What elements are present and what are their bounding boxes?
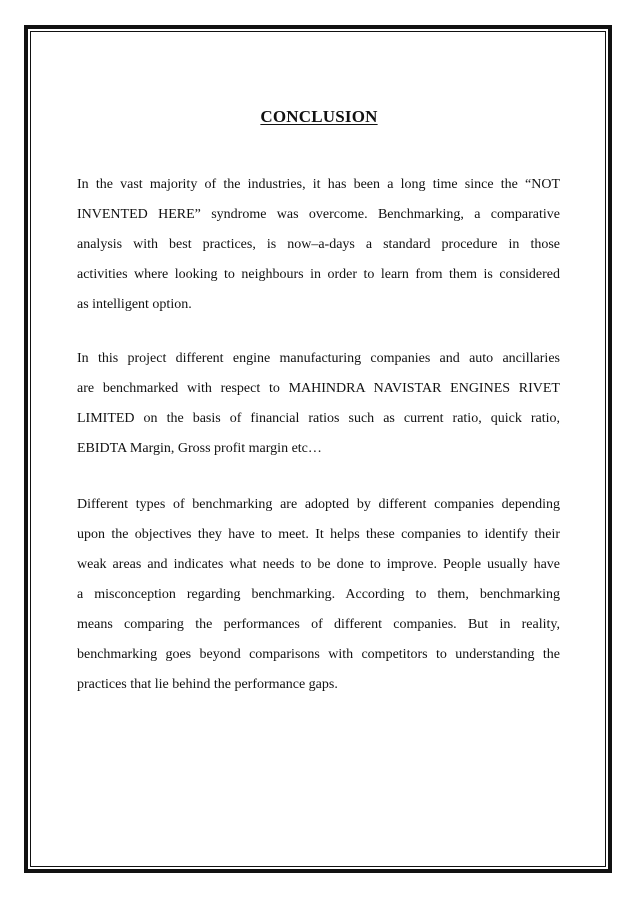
- paragraph-line: weak areas and indicates what needs to be done to improve. People usually have: [77, 557, 560, 572]
- paragraph-line: In this project different engine manufacturing companies and auto ancillaries: [77, 351, 560, 366]
- paragraph-line: In the vast majority of the industries, it has been a long time since the “NOT: [77, 177, 560, 192]
- paragraph-line: benchmarking goes beyond comparisons with competitors to understanding the: [77, 647, 560, 662]
- paragraph-line: practices that lie behind the performance gaps.: [77, 677, 338, 692]
- page-title: CONCLUSION: [260, 107, 378, 126]
- paragraph-line: as intelligent option.: [77, 297, 192, 312]
- paragraph-line: EBIDTA Margin, Gross profit margin etc…: [77, 441, 322, 456]
- paragraph-line: analysis with best practices, is now–a-days a standard procedure in those: [77, 237, 560, 252]
- paragraph-line: Different types of benchmarking are adopted by different companies depending: [77, 497, 560, 512]
- paragraph-line: LIMITED on the basis of financial ratios such as current ratio, quick ratio,: [77, 411, 560, 426]
- paragraph-line: upon the objectives they have to meet. It helps these companies to identify their: [77, 527, 560, 542]
- paragraph-3: [77, 490, 560, 700]
- paragraph-line: are benchmarked with respect to MAHINDRA NAVISTAR ENGINES RIVET: [77, 381, 560, 396]
- paragraph-line: activities where looking to neighbours in order to learn from them is considered: [77, 267, 560, 282]
- paragraph-line: means comparing the performances of different companies. But in reality,: [77, 617, 560, 632]
- paragraph-line: INVENTED HERE” syndrome was overcome. Benchmarking, a comparative: [77, 207, 560, 222]
- paragraph-2: [77, 344, 560, 464]
- conclusion-heading-wrap: [0, 107, 638, 127]
- paragraph-1: [77, 170, 560, 320]
- paragraph-line: a misconception regarding benchmarking. According to them, benchmarking: [77, 587, 560, 602]
